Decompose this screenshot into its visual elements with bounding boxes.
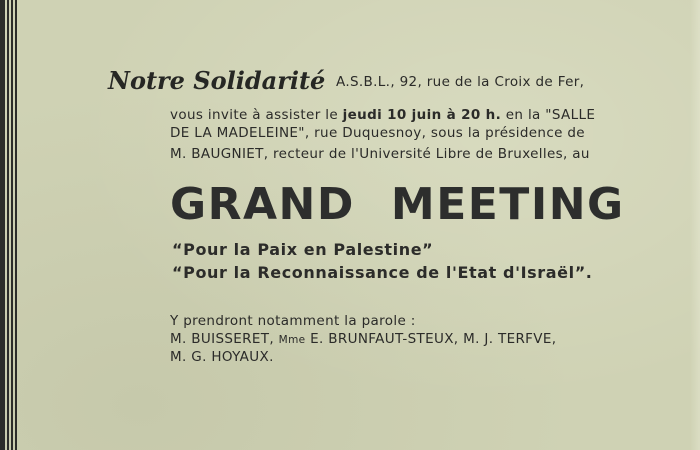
speaker-title-mme: Mme: [278, 334, 306, 346]
invitation-line-4: M. BAUGNIET, recteur de l'Université Libre de Bruxelles, au: [170, 146, 590, 162]
speakers-intro: Y prendront notamment la parole :: [170, 313, 416, 329]
subtitle-recognition: “Pour la Reconnaissance de l'Etat d'Israël”.: [172, 263, 593, 282]
invitation-line-2: [170, 106, 595, 124]
speaker-buisseret: M. BUISSERET,: [170, 331, 279, 347]
organization-address: A.S.B.L., 92, rue de la Croix de Fer,: [336, 74, 585, 90]
speakers-line-1: [170, 330, 556, 349]
headline-word-grand: GRAND: [170, 179, 355, 230]
event-date: jeudi 10 juin à 20 h.: [342, 107, 502, 123]
right-edge-shading: [690, 0, 700, 450]
speakers-rest: E. BRUNFAUT-STEUX, M. J. TERFVE,: [305, 331, 557, 347]
left-border-lines: [0, 0, 18, 450]
speakers-line-2: M. G. HOYAUX.: [170, 349, 274, 365]
subtitle-peace: “Pour la Paix en Palestine”: [172, 240, 434, 259]
organization-name: Notre Solidarité: [108, 66, 326, 95]
invite-text: vous invite à assister le: [170, 107, 343, 123]
venue-start: en la "SALLE: [501, 107, 596, 123]
headline-word-meeting: MEETING: [390, 179, 625, 230]
invitation-line-3: DE LA MADELEINE", rue Duquesnoy, sous la présidence de: [170, 125, 585, 141]
headline: [170, 180, 625, 230]
